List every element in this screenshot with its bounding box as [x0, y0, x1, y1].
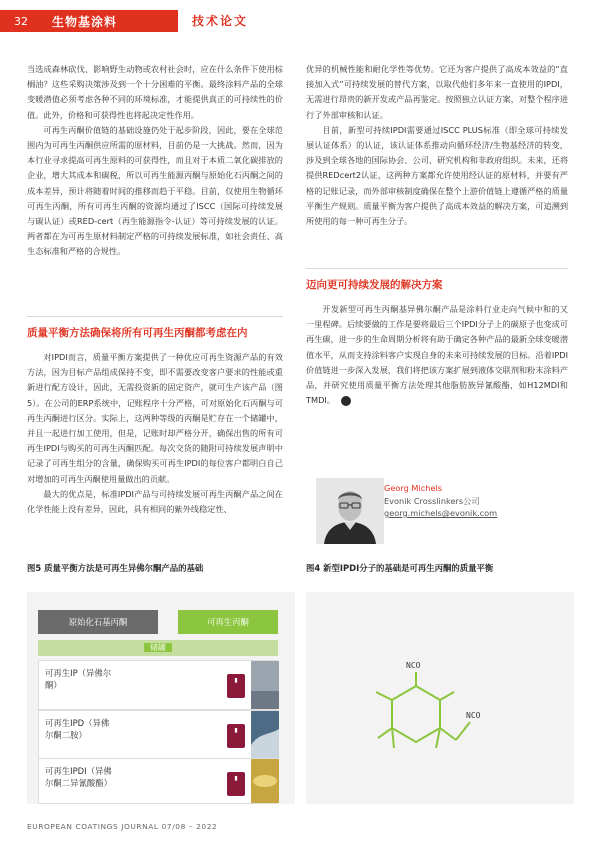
ipdi-molecule: [306, 592, 574, 804]
author-email-link[interactable]: georg.michels@evonik.com: [384, 508, 498, 518]
product-label: 可再生IPDI（异佛尔酮二异氰酸酯）: [45, 766, 112, 788]
storage-tank-bar: [38, 640, 278, 656]
product-row-ipdi: [38, 758, 278, 804]
product-drum-icon: ▮: [227, 724, 245, 748]
paragraph: 可再生丙酮价值链的基础设施仍处于起步阶段，因此，要在全球范围内为可再生丙酮供应所需的原材料，目前仍是一大挑战。然而，因为本行业寻求提高可再生原料的可获得性，而且对于本质二氧化碳排放的企业，增大其成本和碳税，所以可再生能源丙酮与原始化石丙酮之间的成本差异，预计将随着时间的推移而趋于平稳。目前，仅使用生物循环可再生丙酮，所有可再生丙酮的资源均通过了ISCC（国际可持续发展与碳认证）或RED-cert（再生能源指令-认证）等可持续发展的认证。两者都在为可再生原材料制定严格的可持续发展标准，如社会责任、高生态标准和严格的合规性。: [27, 124, 283, 257]
figure4-diagram: [306, 592, 574, 804]
product-drum-icon: ▮: [227, 674, 245, 698]
product-label: 可再生IP（异佛尔酮）: [45, 668, 112, 690]
author-name: Georg Michels: [384, 483, 443, 493]
paragraph: [306, 302, 568, 408]
figure4-caption: 图4 新型IPDI分子的基础是可再生丙酮的质量平衡: [306, 563, 494, 573]
end-of-article-icon: ◀: [341, 396, 351, 406]
page-header: [0, 0, 600, 42]
right-column: [306, 62, 568, 229]
fossil-acetone-box: 原始化石基丙酮: [38, 610, 158, 634]
divider: [27, 316, 283, 317]
nco-top-label: NCO: [406, 661, 421, 670]
product-drum-icon: ▮: [227, 772, 245, 796]
page-footer: EUROPEAN COATINGS JOURNAL 07/08 – 2022: [27, 822, 218, 831]
product-row-ipd: [38, 710, 278, 760]
paragraph-text: 开发新型可再生丙酮基异佛尔酮产品是涂料行业走向气候中和的又一里程碑。后续要做的工作是要将最后三个IPDI分子上的碳原子也变成可再生碳，进一步的生命周期分析将有助于确定各种产品的最新全球变暖潜值水平，从而支持涂料客户实现自身的未来可持续发展的目标。沿着IPDI价值链进一步深入发展，我们将把该方案扩展到液体交联剂和粉末涂料产品，并研究使用质量平衡方法处理其他脂肪族异氰酸酯，如H12MDI和TMDI。: [306, 304, 569, 406]
page-number: 32: [14, 14, 28, 28]
article-category: 技术论文: [192, 14, 249, 28]
product-image: [251, 759, 279, 803]
paragraph: 当选成森林砍伐、影响野生动物或农村社会时，应在什么条件下使用棕榈油？这些采购决策涉及到一个十分困难的平衡。最终涂料产品的全球变暖潜值必须考虑各种不同的环境标准，才能提供真正的可持续性的价值。此外，价格和可获得性也将起决定性作用。: [27, 64, 283, 120]
storage-label: 储罐: [144, 643, 172, 652]
header-bar: [0, 10, 178, 32]
left-column: [27, 62, 283, 260]
author-company: Evonik Crosslinkers公司: [384, 495, 480, 506]
section-title: 生物基涂料: [52, 14, 118, 29]
section-heading-mass-balance: 质量平衡方法确保将所有可再生丙酮都考虑在内: [27, 327, 248, 339]
product-row-ip: [38, 660, 278, 710]
left-column-continued: [27, 350, 283, 517]
figure5-caption: 图5 质量平衡方法是可再生异佛尔酮产品的基础: [27, 563, 204, 573]
author-block: [316, 478, 576, 544]
author-info: [384, 482, 497, 520]
renewable-acetone-box: 可再生丙酮: [178, 610, 278, 634]
paragraph: 目前，新型可持续IPDI需要通过ISCC PLUS标准（即全球可持续发展认证体系）的认证，该认证体系推动向循环经济/生物基经济的转变，涉及到全球各地的国际协会、公司、研究机构和非政府组织。未来，还将提供REDcert2认证，这两种方案都允许使用经认证的原材料，并要有严格的记账记录，而外部审核制度确保在整个上游价值链上遵循严格的质量平衡生产规则。质量平衡为客户提供了高成本效益的解决方案，可追溯到所使用的每一种可再生分子。: [306, 124, 569, 227]
nco-right-label: NCO: [466, 711, 481, 720]
paragraph: 最大的优点是，标准IPDI产品与可持续发展可再生丙酮产品之间在化学性能上没有差异，因此，具有相同的紫外线稳定性、: [27, 488, 283, 515]
section-heading-sustainable: 迈向更可持续发展的解决方案: [306, 279, 443, 291]
divider: [306, 268, 568, 269]
product-image: [251, 661, 279, 709]
product-label: 可再生IPD（异佛尔酮二胺）: [45, 718, 110, 740]
right-column-continued: [306, 302, 568, 408]
author-photo: [316, 478, 384, 544]
paragraph: 对IPDI而言，质量平衡方案提供了一种优应可再生资源产品的有效方法，因为目标产品组成保持不变，即不需要改变客户要求的性能或重新进行配方设计，因此，无需投资新的固定资产，就可生产该产品（图5）。在公司的ERP系统中，记账程序十分严格，可对原始化石丙酮与可再生丙酮进行区分。实际上，这两种等级的丙酮是贮存在一个储罐中，并且一起进行加工使用，但是，记账时却严格分开，确保出售的所有可再生IPDI与购买的可再生丙酮匹配。每次交货的随附可持续发展声明中记录了可再生组分的含量，确保购买可再生IPDI的每位客户都明白自己对增加的可再生丙酮使用量做出的贡献。: [27, 352, 283, 484]
paragraph: 优异的机械性能和耐化学性等优势。它还为客户提供了高成本效益的“直接加入式”可持续发展的替代方案，以取代他们多年来一直使用的IPDI，无需进行昂贵的新开发或产品再鉴定。按照独立认证方案，对整个程序进行了外部审核和认证。: [306, 64, 569, 120]
product-image: [251, 711, 279, 759]
